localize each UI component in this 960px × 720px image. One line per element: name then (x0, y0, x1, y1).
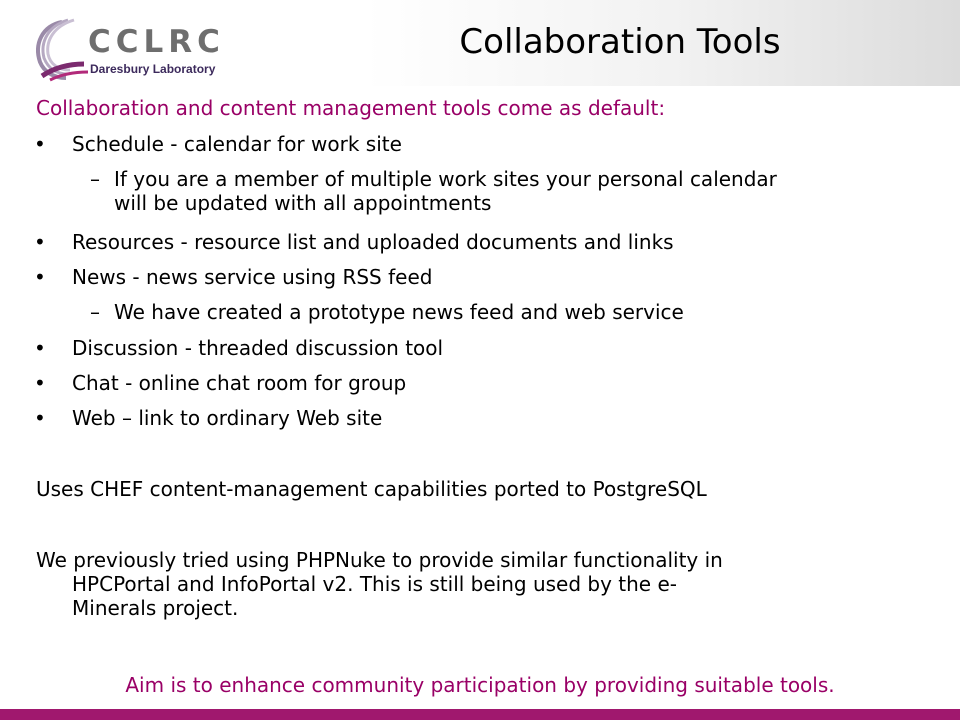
sub-item-news-1: We have created a prototype news feed and web service (114, 300, 684, 324)
intro-text: Collaboration and content management tools come as default: (36, 96, 666, 120)
bullet-icon: • (34, 406, 46, 430)
aim-statement: Aim is to enhance community participation by providing suitable tools. (125, 673, 835, 697)
list-item-chat: Chat - online chat room for group (72, 371, 407, 395)
bottom-accent-bar (0, 709, 960, 720)
list-item-news: News - news service using RSS feed (72, 265, 433, 289)
list-item-resources: Resources - resource list and uploaded documents and links (72, 230, 674, 254)
dash-icon: – (90, 167, 100, 191)
sub-item-schedule-1: If you are a member of multiple work sites your personal calendar (114, 167, 777, 191)
phpnuke-paragraph-line-3: Minerals project. (72, 596, 239, 620)
phpnuke-paragraph-line-1: We previously tried using PHPNuke to provide similar functionality in (36, 548, 723, 572)
bullet-icon: • (34, 265, 46, 289)
page-title: Collaboration Tools (459, 22, 781, 62)
logo-subtext: Daresbury Laboratory (90, 62, 216, 76)
logo-swoosh-icon (32, 14, 92, 84)
bullet-icon: • (34, 132, 46, 156)
bullet-icon: • (34, 336, 46, 360)
cclrc-logo (32, 14, 232, 84)
list-item-discussion: Discussion - threaded discussion tool (72, 336, 444, 360)
chef-paragraph: Uses CHEF content-management capabilities ported to PostgreSQL (36, 477, 707, 501)
phpnuke-paragraph-line-2: HPCPortal and InfoPortal v2. This is still being used by the e- (72, 572, 677, 596)
logo-text: CCLRC (88, 24, 225, 60)
list-item-web: Web – link to ordinary Web site (72, 406, 383, 430)
bullet-icon: • (34, 230, 46, 254)
dash-icon: – (90, 300, 100, 324)
sub-item-schedule-2: will be updated with all appointments (114, 191, 492, 215)
list-item-schedule: Schedule - calendar for work site (72, 132, 402, 156)
bullet-icon: • (34, 371, 46, 395)
